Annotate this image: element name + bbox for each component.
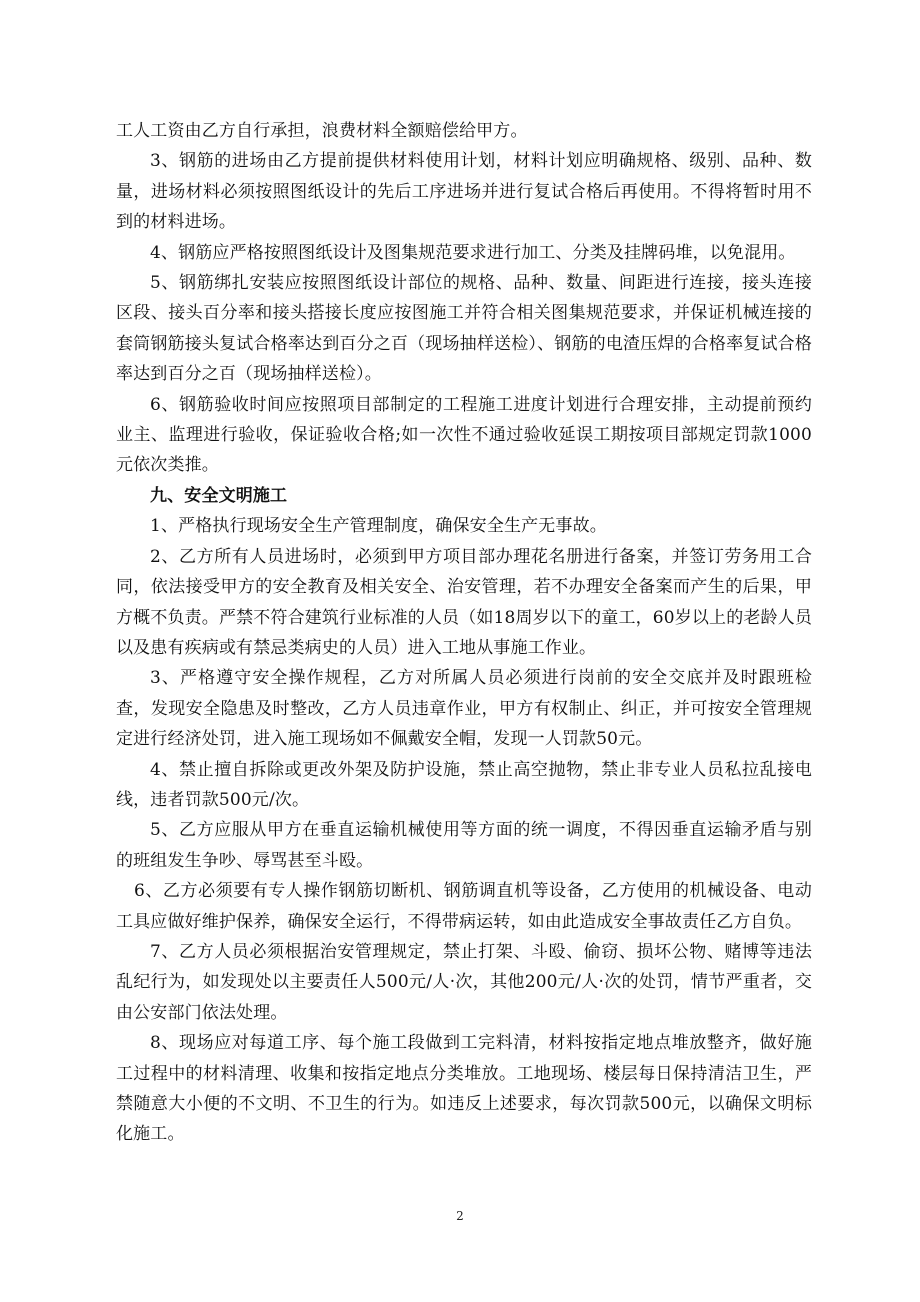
paragraph-continuation: 工人工资由乙方自行承担，浪费材料全额赔偿给甲方。 [116, 121, 528, 141]
paragraph-safety-7: 7、乙方人员必须根据治安管理规定，禁止打架、斗殴、偷窃、损坏公物、赌博等违法乱纪行为，如发现处以主要责任人500元/人·次，其他200元/人·次的处罚，情节严重者，交由公安部门依法处理。 [116, 941, 812, 1023]
paragraph-item-3-material-plan: 3、钢筋的进场由乙方提前提供材料使用计划，材料计划应明确规格、级别、品种、数量，进场材料必须按照图纸设计的先后工序进场并进行复试合格后再使用。不得将暂时用不到的材料进场。 [116, 151, 812, 233]
paragraph-item-4-processing: 4、钢筋应严格按照图纸设计及图集规范要求进行加工、分类及挂牌码堆，以免混用。 [150, 242, 796, 263]
paragraph-safety-3: 3、严格遵守安全操作规程，乙方对所属人员必须进行岗前的安全交底并及时跟班检查，发现安全隐患及时整改，乙方人员违章作业，甲方有权制止、纠正，并可按安全管理规定进行经济处罚，进入施工现场如不佩戴安全帽，发现一人罚款50元。 [116, 668, 812, 750]
paragraph-safety-5: 5、乙方应服从甲方在垂直运输机械使用等方面的统一调度，不得因垂直运输矛盾与别的班组发生争吵、辱骂甚至斗殴。 [116, 820, 812, 871]
paragraph-safety-1: 1、严格执行现场安全生产管理制度，确保安全生产无事故。 [150, 516, 607, 537]
paragraph-safety-4: 4、禁止擅自拆除或更改外架及防护设施，禁止高空抛物，禁止非专业人员私拉乱接电线，违者罚款500元/次。 [116, 759, 812, 810]
document-body [116, 116, 812, 1150]
section-heading-safety: 九、安全文明施工 [150, 485, 288, 506]
paragraph-item-6-inspection: 6、钢筋验收时间应按照项目部制定的工程施工进度计划进行合理安排，主动提前预约业主、监理进行验收，保证验收合格;如一次性不通过验收延误工期按项目部规定罚款1000元依次类推。 [116, 394, 812, 476]
paragraph-safety-8: 8、现场应对每道工序、每个施工段做到工完料清，材料按指定地点堆放整齐，做好施工过程中的材料清理、收集和按指定地点分类堆放。工地现场、楼层每日保持清洁卫生，严禁随意大小便的不文明、不卫生的行为。如违反上述要求，每次罚款500元，以确保文明标化施工。 [116, 1033, 812, 1145]
paragraph-safety-6: 6、乙方必须要有专人操作钢筋切断机、钢筋调直机等设备，乙方使用的机械设备、电动工具应做好维护保养，确保安全运行，不得带病运转，如由此造成安全事故责任乙方自负。 [116, 881, 812, 932]
paragraph-safety-2: 2、乙方所有人员进场时，必须到甲方项目部办理花名册进行备案，并签订劳务用工合同，依法接受甲方的安全教育及相关安全、治安管理，若不办理安全备案而产生的后果，甲方概不负责。严禁不符合建筑行业标准的人员（如18周岁以下的童工，60岁以上的老龄人员以及患有疾病或有禁忌类病史的人员）进入工地从事施工作业。 [116, 546, 812, 658]
page-number: 2 [456, 1209, 464, 1223]
paragraph-item-5-binding-installation: 5、钢筋绑扎安装应按照图纸设计部位的规格、品种、数量、间距进行连接，接头连接区段、接头百分率和接头搭接长度应按图施工并符合相关图集规范要求，并保证机械连接的套筒钢筋接头复试合格率达到百分之百（现场抽样送检）、钢筋的电渣压焊的合格率复试合格率达到百分之百（现场抽样送检）。 [116, 273, 812, 385]
